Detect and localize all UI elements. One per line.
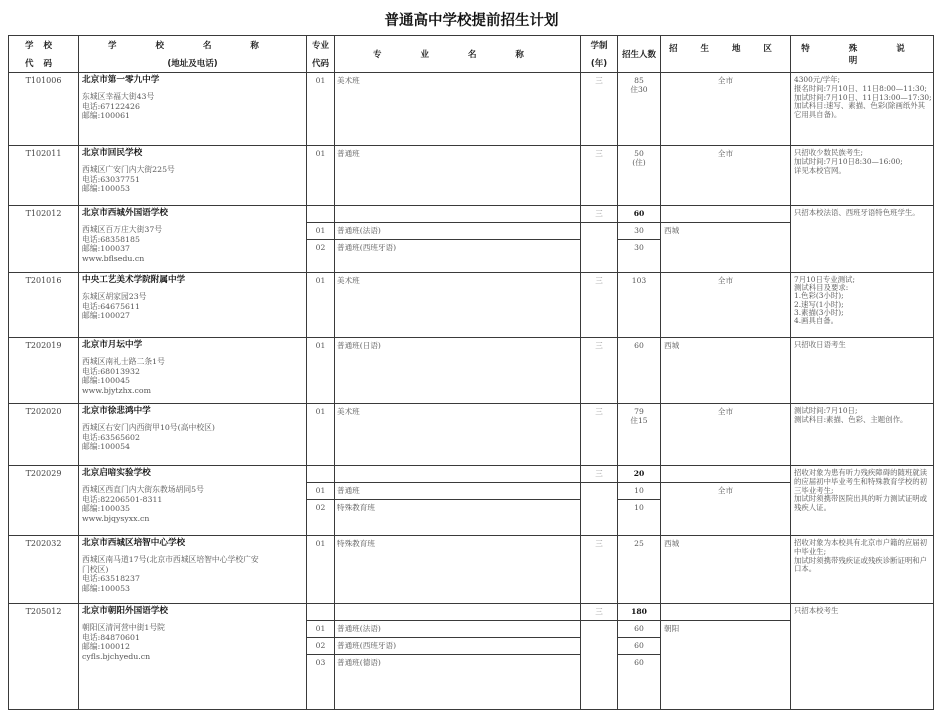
major-code: 03 xyxy=(307,655,335,710)
header-major-code: 专业 代码 xyxy=(307,36,335,73)
years: 三 xyxy=(581,404,618,466)
table-row xyxy=(9,146,934,206)
school-name: 北京市西城区培智中心学校 xyxy=(82,538,186,548)
table-row xyxy=(9,73,934,146)
major-code: 02 xyxy=(307,638,335,655)
enroll-area: 西城 xyxy=(661,536,791,604)
school-code: T202020 xyxy=(9,404,79,466)
major-name: 美术班 xyxy=(335,404,581,466)
major-code-empty xyxy=(307,604,335,621)
table-row xyxy=(9,404,934,466)
school-cell xyxy=(79,466,307,536)
years: 三 xyxy=(581,273,618,338)
header-school-code: 学校 代码 xyxy=(9,36,79,73)
school-cell xyxy=(79,73,307,146)
special-notes: 4300元/学年; 报名时间:7月10日、11日8:00—11:30; 加试时间:7月10日、11日13:00—17:30; 加试科目:速写、素描、色彩(除画纸外其它用具自备)。 xyxy=(791,73,934,146)
school-name: 北京市西城外国语学校 xyxy=(82,208,168,218)
table-row xyxy=(9,604,934,621)
school-address: 西城区百万庄大街37号 电话:68358185 邮编:100037 www.bflsedu.cn xyxy=(82,225,163,263)
area-empty xyxy=(661,206,791,223)
enroll-count: 30 xyxy=(618,223,661,240)
school-cell xyxy=(79,404,307,466)
years-empty xyxy=(581,223,618,273)
total-count: 20 xyxy=(618,466,661,483)
area-empty xyxy=(661,604,791,621)
header-enroll-area: 招 生 地 区 xyxy=(661,36,791,73)
enroll-count: 50 (住) xyxy=(618,146,661,206)
school-address: 西城区右安门内西街甲10号(高中校区) 电话:63565602 邮编:100054 xyxy=(82,423,215,452)
major-name-empty xyxy=(335,604,581,621)
major-name: 普通班(法语) xyxy=(335,223,581,240)
major-code: 01 xyxy=(307,404,335,466)
school-name: 北京市第一零九中学 xyxy=(82,75,160,85)
school-cell xyxy=(79,536,307,604)
total-count: 60 xyxy=(618,206,661,223)
major-name-empty xyxy=(335,466,581,483)
major-code: 01 xyxy=(307,338,335,404)
table-row xyxy=(9,338,934,404)
years: 三 xyxy=(581,73,618,146)
major-code: 01 xyxy=(307,73,335,146)
years: 三 xyxy=(581,206,618,223)
school-name: 北京市回民学校 xyxy=(82,148,143,158)
special-notes: 7月10日专业测试; 测试科目及要求: 1.色彩(3小时); 2.速写(1小时); 3.素描(3小时); 4.画具自备。 xyxy=(791,273,934,338)
school-name: 北京启喑实验学校 xyxy=(82,468,151,478)
enroll-count: 25 xyxy=(618,536,661,604)
years: 三 xyxy=(581,536,618,604)
enroll-count: 103 xyxy=(618,273,661,338)
special-notes: 招收对象为本校具有北京市户籍的应届初中毕业生; 加试时须携带残疾证或残疾诊断证明和户口本。 xyxy=(791,536,934,604)
school-cell xyxy=(79,604,307,710)
enroll-count: 10 xyxy=(618,483,661,500)
major-code: 01 xyxy=(307,621,335,638)
school-code: T102011 xyxy=(9,146,79,206)
header-row xyxy=(9,36,934,73)
school-code: T202019 xyxy=(9,338,79,404)
header-special-notes: 特 殊 说 明 xyxy=(791,36,934,73)
years: 三 xyxy=(581,338,618,404)
special-notes: 只招本校法语、西班牙语特色班学生。 xyxy=(791,206,934,273)
enroll-area: 全市 xyxy=(661,483,791,536)
school-address: 西城区广安门内大街225号 电话:63037751 邮编:100053 xyxy=(82,165,175,194)
school-name: 北京市朝阳外国语学校 xyxy=(82,606,168,616)
enrollment-plan-table xyxy=(8,35,934,710)
special-notes: 只招收日语考生 xyxy=(791,338,934,404)
school-code: T205012 xyxy=(9,604,79,710)
major-name: 普通班 xyxy=(335,483,581,500)
enroll-count: 60 xyxy=(618,338,661,404)
enroll-count: 60 xyxy=(618,655,661,710)
school-code: T202029 xyxy=(9,466,79,536)
major-name-empty xyxy=(335,206,581,223)
enroll-count: 85 住30 xyxy=(618,73,661,146)
total-count: 180 xyxy=(618,604,661,621)
school-address: 西城区西直门内大街东教场胡同5号 电话:82206501-8311 邮编:100035 www.bjqysyxx.cn xyxy=(82,485,204,523)
header-years: 学制 (年) xyxy=(581,36,618,73)
school-address: 西城区南马道17号(北京市西城区培智中心学校广安 门校区) 电话:63518237 邮编:100053 xyxy=(82,555,259,593)
major-code: 01 xyxy=(307,273,335,338)
school-cell xyxy=(79,206,307,273)
major-name: 普通班 xyxy=(335,146,581,206)
years-empty xyxy=(581,483,618,536)
major-code: 01 xyxy=(307,536,335,604)
major-code: 02 xyxy=(307,500,335,536)
page-title: 普通高中学校提前招生计划 xyxy=(384,13,559,29)
school-code: T201016 xyxy=(9,273,79,338)
school-address: 东城区幸福大街43号 电话:67122426 邮编:100061 xyxy=(82,92,155,121)
major-name: 普通班(西班牙语) xyxy=(335,240,581,273)
school-code: T102012 xyxy=(9,206,79,273)
school-cell xyxy=(79,146,307,206)
major-name: 普通班(西班牙语) xyxy=(335,638,581,655)
enroll-area: 全市 xyxy=(661,73,791,146)
enroll-area: 全市 xyxy=(661,404,791,466)
enroll-count: 10 xyxy=(618,500,661,536)
header-enroll-count: 招生人数 xyxy=(618,36,661,73)
years: 三 xyxy=(581,604,618,621)
school-name: 中央工艺美术学院附属中学 xyxy=(82,275,186,285)
enroll-area: 全市 xyxy=(661,273,791,338)
enroll-area: 西城 xyxy=(661,338,791,404)
major-name: 普通班(德语) xyxy=(335,655,581,710)
table-row xyxy=(9,466,934,483)
major-code-empty xyxy=(307,206,335,223)
major-name: 美术班 xyxy=(335,273,581,338)
enroll-count: 60 xyxy=(618,638,661,655)
years-empty xyxy=(581,621,618,710)
years: 三 xyxy=(581,146,618,206)
area-empty xyxy=(661,466,791,483)
major-code: 01 xyxy=(307,146,335,206)
major-name: 普通班(法语) xyxy=(335,621,581,638)
major-name: 特殊教育班 xyxy=(335,536,581,604)
major-name: 普通班(日语) xyxy=(335,338,581,404)
major-code: 02 xyxy=(307,240,335,273)
table-row xyxy=(9,206,934,223)
special-notes: 招收对象为患有听力残疾障碍的随班就读的应届初中毕业考生和特殊教育学校的初三毕业考生; 加试时须携带医院出具的听力测试证明或残疾人证。 xyxy=(791,466,934,536)
header-major-name: 专 业 名 称 xyxy=(335,36,581,73)
enroll-area: 全市 xyxy=(661,146,791,206)
school-address: 东城区胡家园23号 电话:64675611 邮编:100027 xyxy=(82,292,147,321)
years: 三 xyxy=(581,466,618,483)
school-name: 北京市月坛中学 xyxy=(82,340,143,350)
enroll-count: 30 xyxy=(618,240,661,273)
table-row xyxy=(9,536,934,604)
major-name: 美术班 xyxy=(335,73,581,146)
header-school-name: 学 校 名 称 (地址及电话) xyxy=(79,36,307,73)
major-code: 01 xyxy=(307,483,335,500)
school-name: 北京市徐悲鸿中学 xyxy=(82,406,151,416)
special-notes: 测试时间:7月10日; 测试科目:素描、色彩、主题创作。 xyxy=(791,404,934,466)
major-code-empty xyxy=(307,466,335,483)
major-name: 特殊教育班 xyxy=(335,500,581,536)
special-notes: 只招收少数民族考生; 加试时间:7月10日8:30—16:00; 详见本校官网。 xyxy=(791,146,934,206)
school-cell xyxy=(79,273,307,338)
major-code: 01 xyxy=(307,223,335,240)
school-address: 西城区南礼士路二条1号 电话:68013932 邮编:100045 www.bjytzhx.com xyxy=(82,357,165,395)
enroll-count: 79 住15 xyxy=(618,404,661,466)
enroll-count: 60 xyxy=(618,621,661,638)
table-row xyxy=(9,273,934,338)
special-notes: 只招本校考生 xyxy=(791,604,934,710)
enroll-area: 朝阳 xyxy=(661,621,791,710)
school-code: T202032 xyxy=(9,536,79,604)
school-address: 朝阳区清河营中街1号院 电话:84870601 邮编:100012 cyfls.bjchyedu.cn xyxy=(82,623,165,661)
school-cell xyxy=(79,338,307,404)
school-code: T101006 xyxy=(9,73,79,146)
enroll-area: 西城 xyxy=(661,223,791,273)
